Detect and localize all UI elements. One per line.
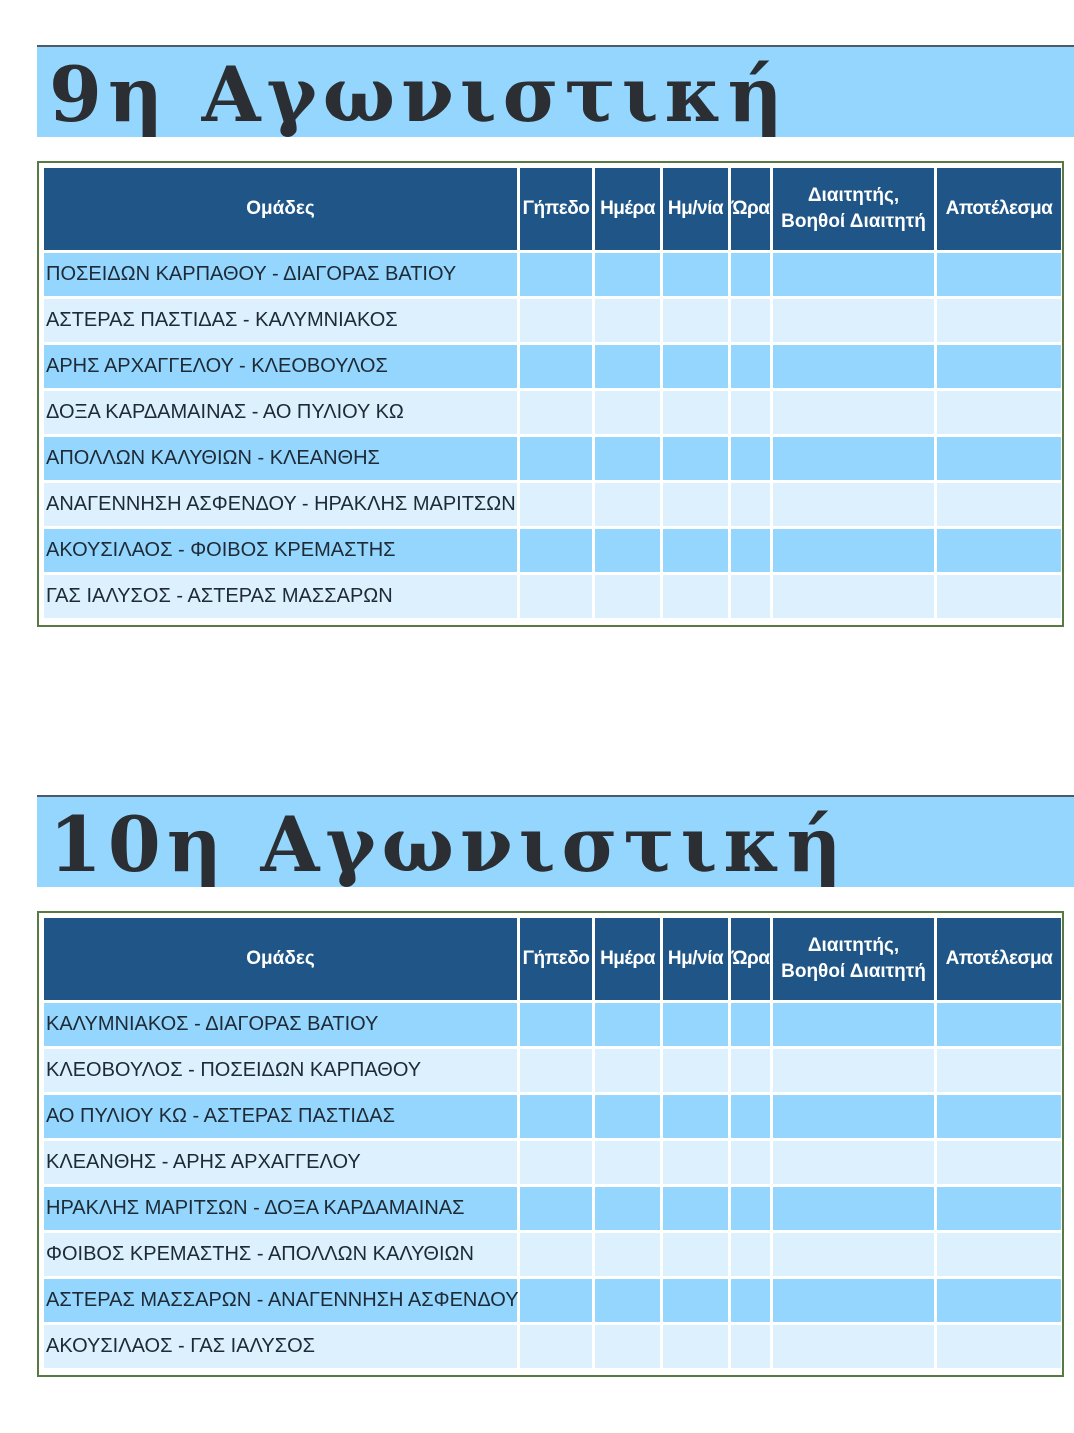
header-referees — [773, 918, 934, 1000]
header-teams: Ομάδες — [44, 918, 517, 1000]
referees-cell — [773, 1049, 934, 1092]
date-cell — [663, 345, 728, 388]
date-cell — [663, 1233, 728, 1276]
table-row — [44, 391, 1061, 434]
time-cell — [731, 529, 770, 572]
day-cell — [595, 529, 660, 572]
result-cell — [937, 253, 1061, 296]
header-referees-line2: Βοηθοί Διαιτητή — [781, 211, 926, 232]
time-cell — [731, 1095, 770, 1138]
referees-cell — [773, 1141, 934, 1184]
time-cell — [731, 391, 770, 434]
result-cell — [937, 529, 1061, 572]
time-cell — [731, 1187, 770, 1230]
field-cell — [520, 1095, 592, 1138]
header-field: Γήπεδο — [520, 918, 592, 1000]
table-row — [44, 1141, 1061, 1184]
header-referees-line2: Βοηθοί Διαιτητή — [781, 961, 926, 982]
referees-cell — [773, 1003, 934, 1046]
referees-cell — [773, 1279, 934, 1322]
result-cell — [937, 1233, 1061, 1276]
field-cell — [520, 253, 592, 296]
date-cell — [663, 299, 728, 342]
day-cell — [595, 1141, 660, 1184]
header-referees — [773, 168, 934, 250]
date-cell — [663, 253, 728, 296]
match-teams: ΓΑΣ ΙΑΛΥΣΟΣ - ΑΣΤΕΡΑΣ ΜΑΣΣΑΡΩΝ — [44, 575, 517, 618]
day-cell — [595, 299, 660, 342]
day-cell — [595, 391, 660, 434]
round-9-fixtures-table — [41, 165, 1064, 621]
table-row — [44, 1003, 1061, 1046]
referees-cell — [773, 1325, 934, 1368]
date-cell — [663, 1279, 728, 1322]
day-cell — [595, 1325, 660, 1368]
field-cell — [520, 345, 592, 388]
day-cell — [595, 1233, 660, 1276]
round-10-banner — [37, 795, 1074, 887]
table-row — [44, 483, 1061, 526]
result-cell — [937, 1325, 1061, 1368]
time-cell — [731, 483, 770, 526]
day-cell — [595, 483, 660, 526]
date-cell — [663, 391, 728, 434]
referees-cell — [773, 1233, 934, 1276]
referees-cell — [773, 299, 934, 342]
round-9-banner — [37, 45, 1074, 137]
referees-cell — [773, 529, 934, 572]
result-cell — [937, 299, 1061, 342]
header-referees-line1: Διαιτητής, — [807, 935, 900, 956]
date-cell — [663, 1003, 728, 1046]
header-day: Ημέρα — [595, 918, 660, 1000]
result-cell — [937, 1095, 1061, 1138]
date-cell — [663, 1049, 728, 1092]
table-row — [44, 1325, 1061, 1368]
table-row — [44, 575, 1061, 618]
table-row — [44, 345, 1061, 388]
table-row — [44, 299, 1061, 342]
date-cell — [663, 575, 728, 618]
referees-cell — [773, 483, 934, 526]
referees-cell — [773, 391, 934, 434]
result-cell — [937, 1279, 1061, 1322]
day-cell — [595, 1095, 660, 1138]
field-cell — [520, 575, 592, 618]
match-teams: ΑΡΗΣ ΑΡΧΑΓΓΕΛΟΥ - ΚΛΕΟΒΟΥΛΟΣ — [44, 345, 517, 388]
match-teams: ΑΚΟΥΣΙΛΑΟΣ - ΓΑΣ ΙΑΛΥΣΟΣ — [44, 1325, 517, 1368]
field-cell — [520, 1233, 592, 1276]
time-cell — [731, 575, 770, 618]
field-cell — [520, 483, 592, 526]
time-cell — [731, 1049, 770, 1092]
round-10-fixtures-table — [41, 915, 1064, 1371]
field-cell — [520, 391, 592, 434]
result-cell — [937, 1049, 1061, 1092]
header-day: Ημέρα — [595, 168, 660, 250]
header-row — [44, 918, 1061, 1000]
date-cell — [663, 1095, 728, 1138]
field-cell — [520, 1049, 592, 1092]
field-cell — [520, 529, 592, 572]
round-10-title: 10η Αγωνιστική — [49, 800, 848, 889]
time-cell — [731, 1233, 770, 1276]
match-teams: ΑΣΤΕΡΑΣ ΜΑΣΣΑΡΩΝ - ΑΝΑΓΕΝΝΗΣΗ ΑΣΦΕΝΔΟΥ — [44, 1279, 517, 1322]
match-teams: ΚΑΛΥΜΝΙΑΚΟΣ - ΔΙΑΓΟΡΑΣ ΒΑΤΙΟΥ — [44, 1003, 517, 1046]
result-cell — [937, 1187, 1061, 1230]
table-row — [44, 437, 1061, 480]
day-cell — [595, 345, 660, 388]
referees-cell — [773, 253, 934, 296]
result-cell — [937, 391, 1061, 434]
field-cell — [520, 299, 592, 342]
header-time: Ώρα — [731, 168, 770, 250]
table-row — [44, 1049, 1061, 1092]
time-cell — [731, 253, 770, 296]
day-cell — [595, 1279, 660, 1322]
result-cell — [937, 345, 1061, 388]
field-cell — [520, 437, 592, 480]
day-cell — [595, 575, 660, 618]
table-row — [44, 529, 1061, 572]
day-cell — [595, 1049, 660, 1092]
header-time: Ώρα — [731, 918, 770, 1000]
referees-cell — [773, 345, 934, 388]
referees-cell — [773, 437, 934, 480]
day-cell — [595, 437, 660, 480]
round-9-title: 9η Αγωνιστική — [49, 50, 789, 139]
result-cell — [937, 1141, 1061, 1184]
match-teams: ΑΠΟΛΛΩΝ ΚΑΛΥΘΙΩΝ - ΚΛΕΑΝΘΗΣ — [44, 437, 517, 480]
table-row — [44, 1233, 1061, 1276]
header-date: Ημ/νία — [663, 168, 728, 250]
match-teams: ΑΝΑΓΕΝΝΗΣΗ ΑΣΦΕΝΔΟΥ - ΗΡΑΚΛΗΣ ΜΑΡΙΤΣΩΝ — [44, 483, 517, 526]
referees-cell — [773, 575, 934, 618]
round-10-rows — [44, 1003, 1061, 1368]
result-cell — [937, 575, 1061, 618]
round-9-rows — [44, 253, 1061, 618]
field-cell — [520, 1003, 592, 1046]
field-cell — [520, 1279, 592, 1322]
header-date: Ημ/νία — [663, 918, 728, 1000]
date-cell — [663, 1325, 728, 1368]
time-cell — [731, 1325, 770, 1368]
time-cell — [731, 437, 770, 480]
match-teams: ΗΡΑΚΛΗΣ ΜΑΡΙΤΣΩΝ - ΔΟΞΑ ΚΑΡΔΑΜΑΙΝΑΣ — [44, 1187, 517, 1230]
day-cell — [595, 253, 660, 296]
date-cell — [663, 483, 728, 526]
date-cell — [663, 437, 728, 480]
time-cell — [731, 1279, 770, 1322]
time-cell — [731, 1003, 770, 1046]
result-cell — [937, 1003, 1061, 1046]
table-row — [44, 1279, 1061, 1322]
match-teams: ΑΣΤΕΡΑΣ ΠΑΣΤΙΔΑΣ - ΚΑΛΥΜΝΙΑΚΟΣ — [44, 299, 517, 342]
field-cell — [520, 1141, 592, 1184]
date-cell — [663, 1141, 728, 1184]
match-teams: ΚΛΕΑΝΘΗΣ - ΑΡΗΣ ΑΡΧΑΓΓΕΛΟΥ — [44, 1141, 517, 1184]
time-cell — [731, 1141, 770, 1184]
referees-cell — [773, 1095, 934, 1138]
header-result: Αποτέλεσμα — [937, 918, 1061, 1000]
round-10-table-frame — [37, 911, 1064, 1377]
header-result: Αποτέλεσμα — [937, 168, 1061, 250]
table-row — [44, 253, 1061, 296]
day-cell — [595, 1187, 660, 1230]
header-field: Γήπεδο — [520, 168, 592, 250]
header-row — [44, 168, 1061, 250]
time-cell — [731, 345, 770, 388]
table-row — [44, 1095, 1061, 1138]
header-teams: Ομάδες — [44, 168, 517, 250]
field-cell — [520, 1325, 592, 1368]
match-teams: ΠΟΣΕΙΔΩΝ ΚΑΡΠΑΘΟΥ - ΔΙΑΓΟΡΑΣ ΒΑΤΙΟΥ — [44, 253, 517, 296]
result-cell — [937, 483, 1061, 526]
day-cell — [595, 1003, 660, 1046]
match-teams: ΑΟ ΠΥΛΙΟΥ ΚΩ - ΑΣΤΕΡΑΣ ΠΑΣΤΙΔΑΣ — [44, 1095, 517, 1138]
date-cell — [663, 1187, 728, 1230]
round-9-table-frame — [37, 161, 1064, 627]
match-teams: ΑΚΟΥΣΙΛΑΟΣ - ΦΟΙΒΟΣ ΚΡΕΜΑΣΤΗΣ — [44, 529, 517, 572]
time-cell — [731, 299, 770, 342]
field-cell — [520, 1187, 592, 1230]
referees-cell — [773, 1187, 934, 1230]
match-teams: ΚΛΕΟΒΟΥΛΟΣ - ΠΟΣΕΙΔΩΝ ΚΑΡΠΑΘΟΥ — [44, 1049, 517, 1092]
match-teams: ΦΟΙΒΟΣ ΚΡΕΜΑΣΤΗΣ - ΑΠΟΛΛΩΝ ΚΑΛΥΘΙΩΝ — [44, 1233, 517, 1276]
date-cell — [663, 529, 728, 572]
table-row — [44, 1187, 1061, 1230]
match-teams: ΔΟΞΑ ΚΑΡΔΑΜΑΙΝΑΣ - ΑΟ ΠΥΛΙΟΥ ΚΩ — [44, 391, 517, 434]
result-cell — [937, 437, 1061, 480]
header-referees-line1: Διαιτητής, — [807, 185, 900, 206]
